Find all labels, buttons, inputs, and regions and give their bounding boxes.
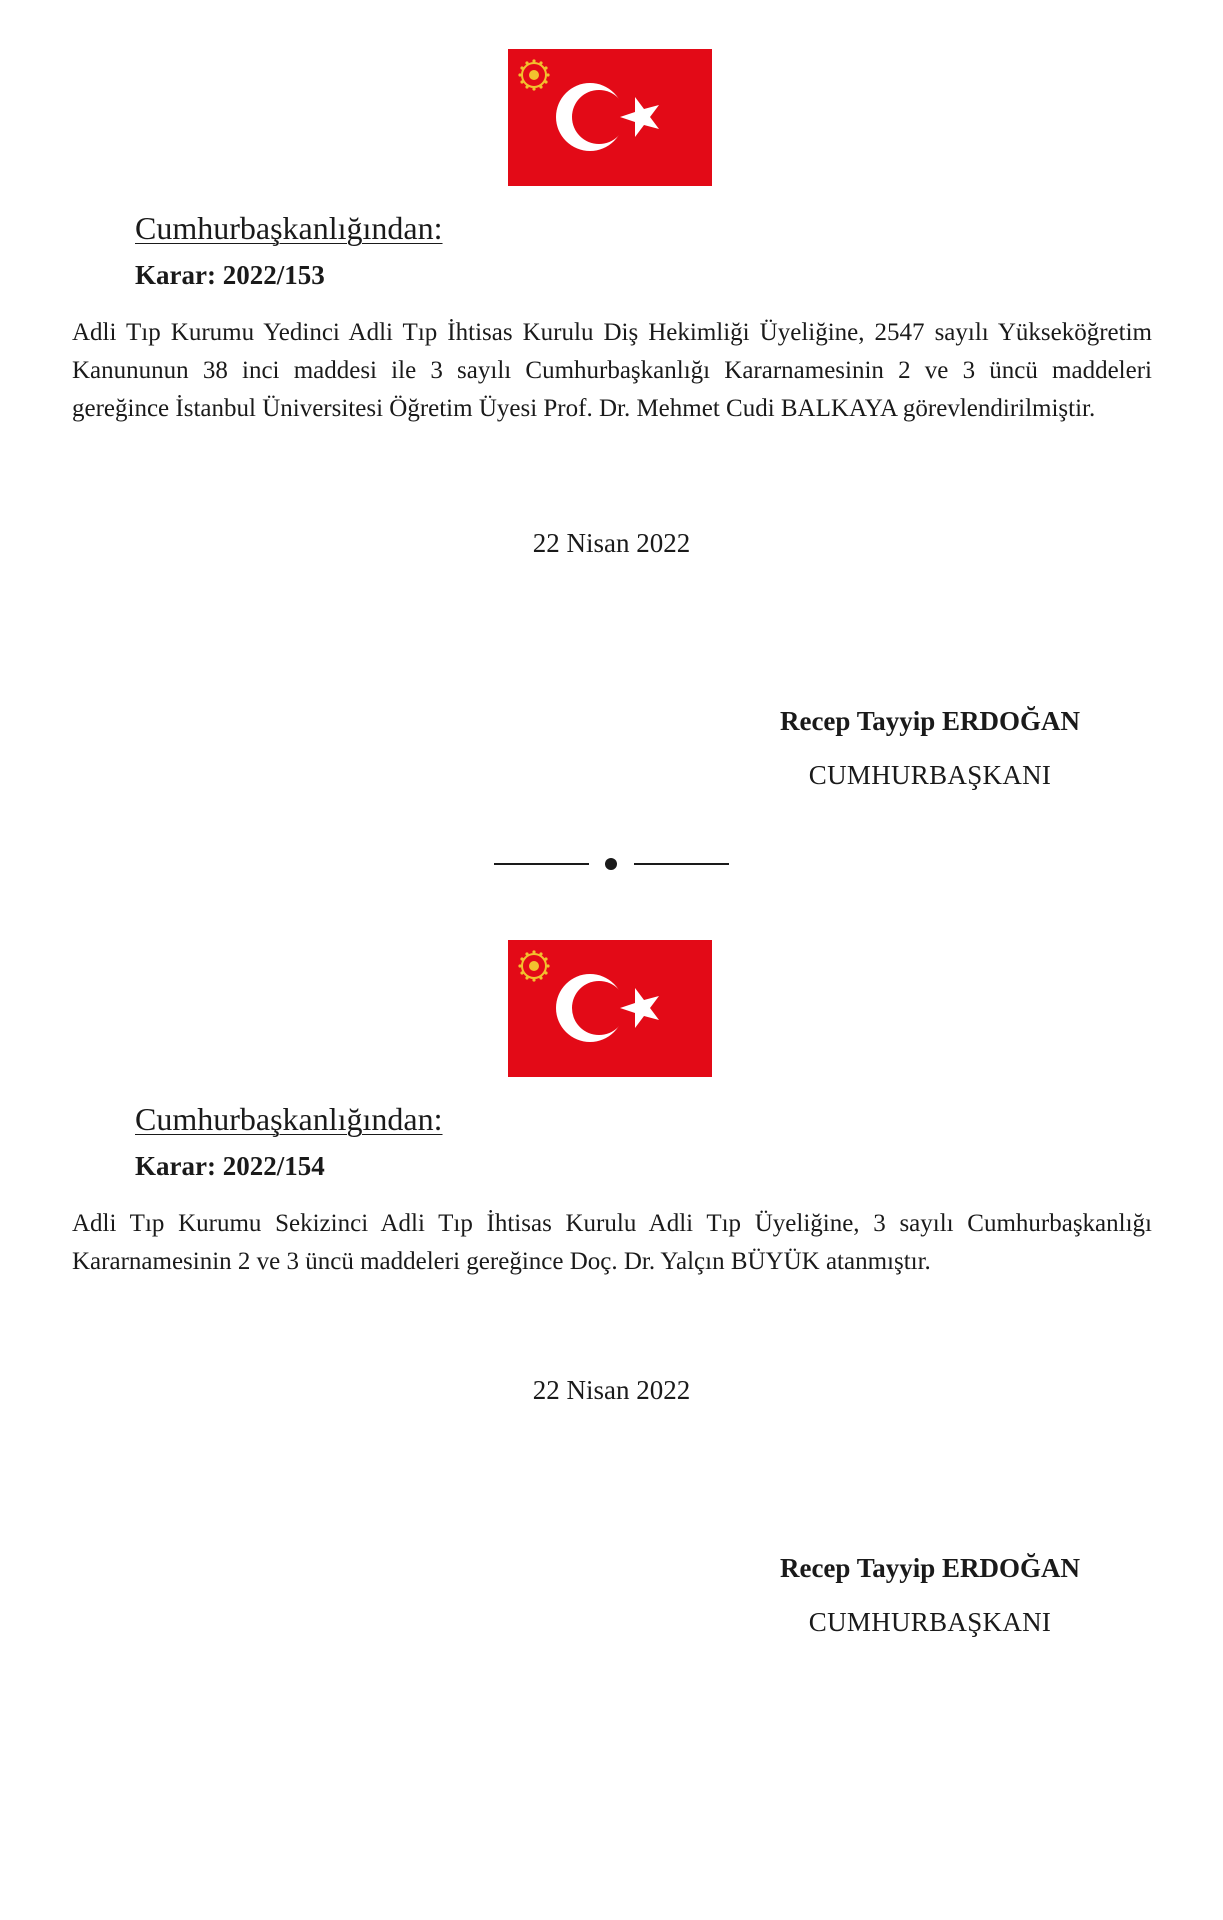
separator-line-left	[494, 863, 589, 865]
decision-number: Karar: 2022/153	[135, 260, 325, 290]
separator-dot	[605, 858, 617, 870]
signer-name: Recep Tayyip ERDOĞAN	[779, 1553, 1081, 1583]
issuer-heading: Cumhurbaşkanlığından:	[135, 1101, 443, 1137]
decree-date: 22 Nisan 2022	[532, 528, 691, 558]
presidential-flag-icon	[508, 49, 712, 186]
decree-body: Adli Tıp Kurumu Yedinci Adli Tıp İhtisas Kurulu Diş Hekimliği Üyeliğine, 2547 sayılı Yükseköğretim Kanununun 38 inci maddesi ile 3 sayılı Cumhurbaşkanlığı Kararnamesinin 2 ve 3 üncü maddeleri gereğince İstanbul Üniversitesi Öğretim Üyesi Prof. Dr. Mehmet Cudi BALKAYA görevlendirilmiştir.	[72, 319, 1152, 422]
signer-title: CUMHURBAŞKANI	[808, 760, 1052, 790]
decision-number: Karar: 2022/154	[135, 1151, 325, 1181]
decree-body: Adli Tıp Kurumu Sekizinci Adli Tıp İhtisas Kurulu Adli Tıp Üyeliğine, 3 sayılı Cumhurbaşkanlığı Kararnamesinin 2 ve 3 üncü maddeleri gereğince Doç. Dr. Yalçın BÜYÜK atanmıştır.	[72, 1210, 1152, 1275]
separator-line-right	[634, 863, 729, 865]
signer-name: Recep Tayyip ERDOĞAN	[779, 706, 1081, 736]
section-separator	[494, 854, 729, 874]
decree-date: 22 Nisan 2022	[532, 1375, 691, 1405]
signer-title: CUMHURBAŞKANI	[808, 1607, 1052, 1637]
presidential-flag-icon	[508, 940, 712, 1077]
issuer-heading: Cumhurbaşkanlığından:	[135, 210, 443, 246]
